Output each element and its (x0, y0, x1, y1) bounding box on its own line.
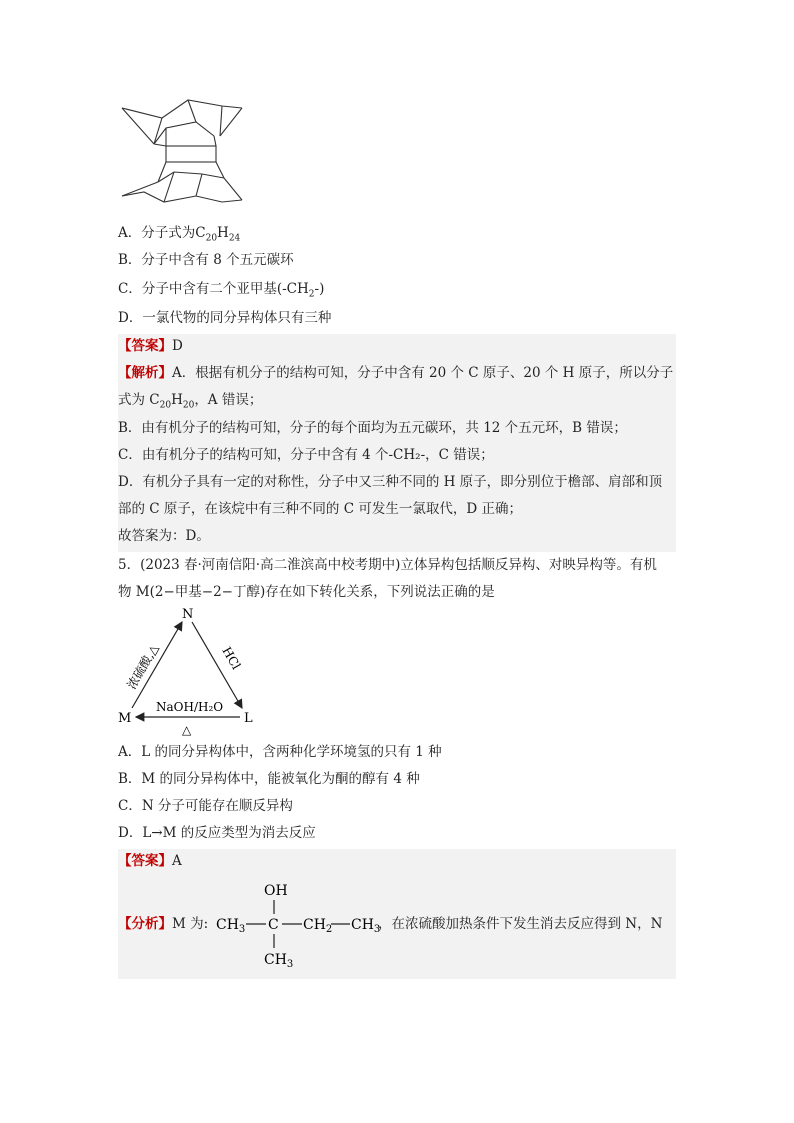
q5-option-b: B．M 的同分异构体中，能被氧化为酮的醇有 4 种 (118, 771, 420, 787)
q4-option-b: B．分子中含有 8 个五元碳环 (118, 252, 294, 268)
q5-answer: 【答案】A (118, 853, 182, 869)
oh-group: OH (264, 883, 288, 899)
q5-option-a: A．L 的同分异构体中，含两种化学环境氢的只有 1 种 (118, 744, 442, 760)
q4-analysis-d2: 部的 C 原子，在该烷中有三种不同的 C 可发生一氯取代，D 正确； (118, 501, 522, 517)
right-arrow-label: HCl (219, 644, 244, 672)
q4-conclusion: 故答案为：D。 (118, 528, 210, 544)
node-n: N (182, 607, 194, 622)
q5-analysis-cont: ，在浓硫酸加热条件下发生消去反应得到 N，N (378, 916, 663, 932)
q4-option-a: A．分子式为$C_{20}H_{24}$ (118, 225, 241, 244)
ch3-bottom: $CH_3$ (264, 952, 294, 970)
central-carbon: C (268, 917, 279, 933)
ch3-right: $CH_3$ (351, 917, 380, 935)
q5-option-c: C．N 分子可能存在顺反异构 (118, 798, 293, 814)
q4-analysis-c: C．由有机分子的结构可知，分子中含有 4 个-CH₂-，C 错误； (118, 447, 494, 463)
q4-option-d: D．一氯代物的同分异构体只有三种 (118, 310, 332, 326)
q4-option-c: C．分子中含有二个亚甲基$(-CH_2-)$ (118, 281, 325, 300)
bottom-arrow-label: NaOH/H₂O (156, 700, 224, 714)
q4-analysis-a-cont: 式为 $C_{20}H_{20}$，A 错误； (118, 392, 263, 411)
q5-stem-line2: 物 M(2−甲基−2−丁醇)存在如下转化关系，下列说法正确的是 (118, 584, 495, 600)
ch2-group: $CH_2$ (303, 917, 333, 935)
bottom-arrow-sublabel: △ (182, 723, 192, 737)
left-arrow-label: 浓硫酸,△ (124, 642, 162, 692)
node-l: L (244, 711, 253, 726)
q4-analysis-b: B．由有机分子的结构可知，分子的每个面均为五元碳环，共 12 个五元环，B 错误； (118, 420, 627, 436)
cage-molecule-figure (118, 92, 244, 204)
conversion-triangle-diagram (112, 604, 262, 738)
ch3-left: $CH_3$ (216, 917, 246, 935)
structural-formula-m (214, 878, 380, 970)
q4-analysis-a: 【解析】A．根据有机分子的结构可知，分子中含有 20 个 C 原子、20 个 H 原子，所以分子 (118, 365, 674, 381)
q5-stem-line1: 5．(2023 春·河南信阳·高二淮滨高中校考期中)立体异构包括顺反异构、对映异构等。有机 (118, 557, 657, 573)
q5-analysis: 【分析】M 为: (118, 916, 209, 932)
q4-analysis-d1: D．有机分子具有一定的对称性，分子中又三种不同的 H 原子，即分别位于檐部、肩部和顶 (118, 474, 663, 490)
q5-option-d: D．L→M 的反应类型为消去反应 (118, 825, 316, 841)
q4-answer: 【答案】D (118, 338, 183, 354)
node-m: M (118, 711, 132, 726)
